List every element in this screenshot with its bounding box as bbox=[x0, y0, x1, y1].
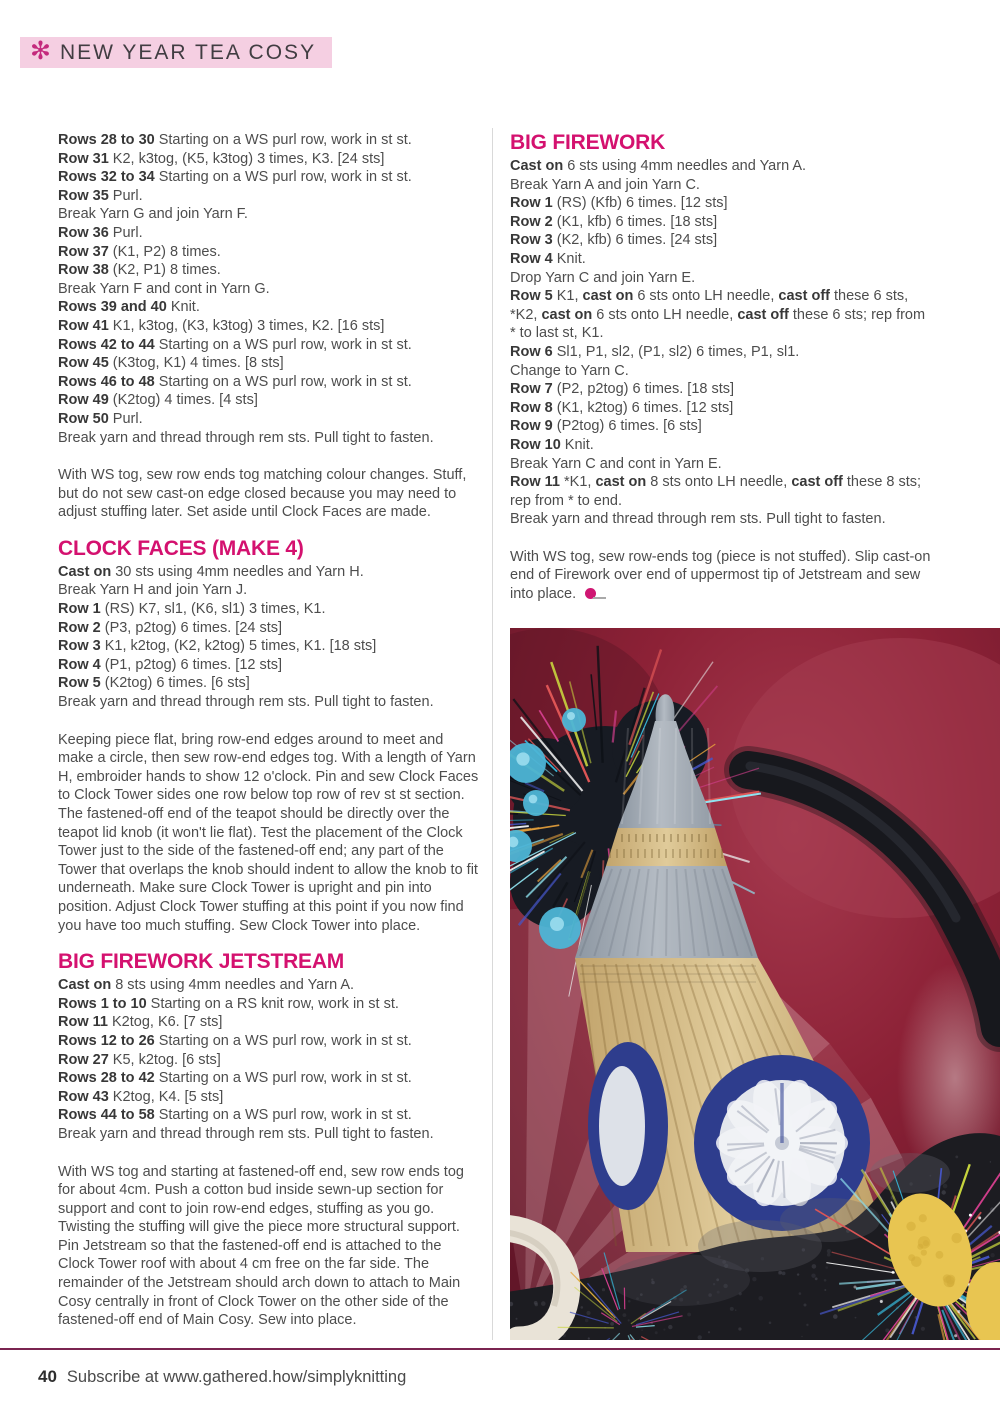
pattern-line: Row 4 (P1, p2tog) 6 times. [12 sts] bbox=[58, 656, 283, 673]
pattern-line: Row 41 K1, k3tog, (K3, k3tog) 3 times, K2. [16 sts] bbox=[58, 317, 385, 334]
pattern-line: Break Yarn H and join Yarn J. bbox=[58, 582, 248, 599]
pattern-line: Row 49 (K2tog) 4 times. [4 sts] bbox=[58, 392, 258, 409]
pattern-line: Break yarn and thread through rem sts. Pull tight to fasten. bbox=[510, 511, 886, 528]
pattern-line: Row 11 K2tog, K6. [7 sts] bbox=[58, 1014, 223, 1031]
section-heading: BIG FIREWORK bbox=[510, 131, 666, 154]
pattern-line: Break yarn and thread through rem sts. Pull tight to fasten. bbox=[58, 429, 434, 446]
pattern-line: Row 37 (K1, P2) 8 times. bbox=[58, 243, 221, 260]
footer bbox=[38, 1367, 406, 1387]
pattern-line: Row 38 (K2, P1) 8 times. bbox=[58, 262, 221, 279]
pattern-line: Row 3 (K2, kfb) 6 times. [24 sts] bbox=[510, 232, 718, 249]
pattern-line: Change to Yarn C. bbox=[510, 362, 629, 379]
pattern-line: Rows 44 to 58 Starting on a WS purl row, work in st st. bbox=[58, 1107, 412, 1124]
pattern-line: Row 1 (RS) K7, sl1, (K6, sl1) 3 times, K1. bbox=[58, 601, 326, 618]
pattern-line: Row 8 (K1, k2tog) 6 times. [12 sts] bbox=[510, 399, 734, 416]
photo bbox=[510, 628, 1000, 1340]
end-of-pattern-icon bbox=[585, 588, 596, 599]
pattern-line: Rows 28 to 42 Starting on a WS purl row, work in st st. bbox=[58, 1070, 412, 1087]
page-number: 40 bbox=[38, 1367, 57, 1386]
pattern-line: Row 5 K1, cast on 6 sts onto LH needle, cast off these 6 sts, *K2, cast on 6 sts onto LH needle, cast off these 6 sts; rep from * to last st, K1. bbox=[510, 288, 926, 342]
pattern-line: Break Yarn G and join Yarn F. bbox=[58, 206, 248, 223]
header-band bbox=[20, 37, 332, 68]
pattern-line: Rows 39 and 40 Knit. bbox=[58, 299, 200, 316]
pattern-line: Break Yarn A and join Yarn C. bbox=[510, 176, 700, 193]
pattern-line: Row 6 Sl1, P1, sl2, (P1, sl2) 6 times, P1, sl1. bbox=[510, 343, 800, 360]
pattern-line: Cast on 30 sts using 4mm needles and Yarn H. bbox=[58, 563, 364, 580]
instruction-paragraph: With WS tog, sew row ends tog matching colour changes. Stuff, but do not sew cast-on edge closed because you may need to adjust stuffing later. Set aside until Clock Faces are made. bbox=[58, 467, 467, 521]
pattern-line: Row 5 (K2tog) 6 times. [6 sts] bbox=[58, 675, 250, 692]
pattern-line: Row 35 Purl. bbox=[58, 187, 143, 204]
pattern-line: Break yarn and thread through rem sts. Pull tight to fasten. bbox=[58, 694, 434, 711]
pattern-line: Row 10 Knit. bbox=[510, 436, 594, 453]
instruction-paragraph: With WS tog, sew row-ends tog (piece is not stuffed). Slip cast-on end of Firework over end of uppermost tip of Jetstream and sew into place. bbox=[510, 548, 931, 603]
page-title: NEW YEAR TEA COSY bbox=[59, 40, 317, 64]
pattern-line: Row 50 Purl. bbox=[58, 410, 143, 427]
pattern-line: Rows 12 to 26 Starting on a WS purl row, work in st st. bbox=[58, 1032, 412, 1049]
pattern-line: Row 45 (K3tog, K1) 4 times. [8 sts] bbox=[58, 355, 284, 372]
pattern-line: Row 11 *K1, cast on 8 sts onto LH needle, cast off these 8 sts; rep from * to end. bbox=[510, 474, 922, 509]
pattern-line: Row 36 Purl. bbox=[58, 224, 143, 241]
photo-illustration bbox=[510, 628, 1000, 1340]
pattern-line: Break yarn and thread through rem sts. Pull tight to fasten. bbox=[58, 1125, 434, 1142]
pattern-line: Row 7 (P2, p2tog) 6 times. [18 sts] bbox=[510, 381, 735, 398]
pattern-line: Rows 46 to 48 Starting on a WS purl row, work in st st. bbox=[58, 373, 412, 390]
pattern-line: Row 27 K5, k2tog. [6 sts] bbox=[58, 1051, 221, 1068]
side-clock-face bbox=[599, 1066, 645, 1186]
pattern-line: Rows 42 to 44 Starting on a WS purl row, work in st st. bbox=[58, 336, 412, 353]
footer-rule bbox=[0, 1348, 1000, 1350]
pattern-line: Row 2 (K1, kfb) 6 times. [18 sts] bbox=[510, 213, 718, 230]
right-column bbox=[510, 131, 934, 604]
pattern-line: Row 31 K2, k3tog, (K5, k3tog) 3 times, K3. [24 sts] bbox=[58, 150, 385, 167]
section-heading: BIG FIREWORK JETSTREAM bbox=[58, 950, 345, 974]
flower-icon: ✻ bbox=[30, 37, 51, 65]
instruction-paragraph: Keeping piece flat, bring row-end edges around to meet and make a circle, then sew row-end edges tog. With a length of Yarn H, embroider hands to show 12 o'clock. Pin and sew Clock Faces to Clock Tower sides one row below top row of rev st st section. The fastened-off end of the teapot should be directly over the teapot lid knob (it won't lie flat). Test the placement of the Clock Tower just to the side of the fastened-off end; any part of the Tower that overlaps the knob should indent to allow the knob to fit underneath. Make sure Clock Tower is upright and pin into position. Adjust Clock Tower stuffing at this point if you now find you have too much stuffing. Sew Clock Tower into place. bbox=[58, 731, 479, 934]
section-heading: CLOCK FACES (MAKE 4) bbox=[58, 536, 304, 560]
pattern-line: Break Yarn C and cont in Yarn E. bbox=[510, 455, 722, 472]
pattern-line: Drop Yarn C and join Yarn E. bbox=[510, 269, 696, 286]
pattern-line: Row 1 (RS) (Kfb) 6 times. [12 sts] bbox=[510, 195, 728, 212]
pattern-line: Row 2 (P3, p2tog) 6 times. [24 sts] bbox=[58, 619, 283, 636]
pattern-line: Cast on 8 sts using 4mm needles and Yarn A. bbox=[58, 977, 355, 994]
pattern-line: Rows 32 to 34 Starting on a WS purl row, work in st st. bbox=[58, 169, 412, 186]
pattern-line: Row 9 (P2tog) 6 times. [6 sts] bbox=[510, 418, 702, 435]
instruction-paragraph: With WS tog and starting at fastened-off end, sew row ends tog for about 4cm. Push a cotton bud inside sewn-up section for support and cont to join row-end edges, stuffing as you go. Twisting the stuffing will give the piece more structural support. Pin Jetstream so that the fastened-off end is attached to the Clock Tower roof with about 4 cm free on the far side. The remainder of the Jetstream should arch down to attach to Main Cosy centrally in front of Clock Tower on the other side of the fastened-off end of Main Cosy. Sew into place. bbox=[58, 1163, 464, 1329]
subscribe-text: Subscribe at www.gathered.how/simplyknitting bbox=[66, 1368, 407, 1386]
pattern-line: Rows 28 to 30 Starting on a WS purl row, work in st st. bbox=[58, 132, 412, 148]
column-divider bbox=[492, 128, 493, 1340]
pattern-line: Row 4 Knit. bbox=[510, 250, 586, 267]
pattern-line: Row 3 K1, k2tog, (K2, k2tog) 5 times, K1. [18 sts] bbox=[58, 638, 377, 655]
pattern-line: Row 43 K2tog, K4. [5 sts] bbox=[58, 1088, 224, 1105]
left-column bbox=[58, 131, 479, 1330]
pattern-line: Rows 1 to 10 Starting on a RS knit row, work in st st. bbox=[58, 995, 399, 1012]
gold-band bbox=[606, 828, 727, 866]
pattern-line: Break Yarn F and cont in Yarn G. bbox=[58, 280, 270, 297]
pattern-line: Cast on 6 sts using 4mm needles and Yarn A. bbox=[510, 158, 807, 174]
